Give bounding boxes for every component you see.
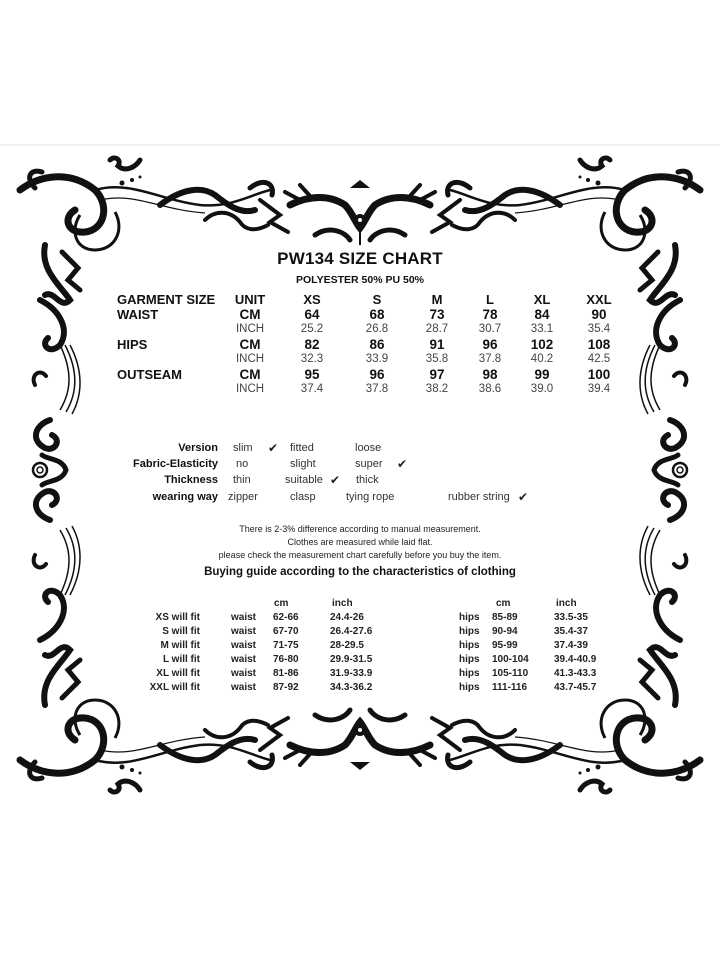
hips-label: hips [459,654,480,665]
option-rubber-string: rubber string [448,491,510,503]
unit-inch: INCH [235,323,265,335]
cell: 33.1 [530,323,554,335]
option-slight: slight [290,458,316,470]
waist-cm: 81-86 [273,668,299,679]
fit-label: XXL will fit [149,682,200,693]
hips-label: hips [459,640,480,651]
row-label-waist: WAIST [117,307,159,322]
cell: 95 [304,367,320,382]
hips-cm-header: cm [496,598,511,609]
label-thickness: Thickness [164,474,218,486]
option-clasp: clasp [290,491,316,503]
cell: 108 [587,337,611,352]
hips-label: hips [459,626,480,637]
col-m: M [431,292,443,307]
hips-inch: 43.7-45.7 [554,682,597,693]
cell: 98 [482,367,498,382]
option-super: super [355,458,383,470]
fit-label: XS will fit [155,612,200,623]
check-icon: ✔ [397,457,408,471]
cell: 100 [587,367,611,382]
hips-label: hips [459,668,480,679]
cell: 78 [482,307,498,322]
cell: 91 [429,337,445,352]
label-wearing-way: wearing way [152,491,218,503]
material-composition: POLYESTER 50% PU 50% [296,274,424,286]
waist-inch: 24.4-26 [330,612,364,623]
cell: 39.0 [530,383,554,395]
cell: 37.8 [365,383,389,395]
cell: 37.4 [300,383,324,395]
hips-label: hips [459,682,480,693]
waist-inch: 26.4-27.6 [330,626,373,637]
cell: 68 [369,307,385,322]
waist-label: waist [231,626,257,637]
waist-cm-header: cm [274,598,289,609]
cell: 40.2 [530,353,554,365]
hips-cm: 100-104 [492,654,529,665]
waist-inch: 28-29.5 [330,640,364,651]
waist-inch: 34.3-36.2 [330,682,373,693]
unit-inch: INCH [235,353,265,365]
hips-inch: 39.4-40.9 [554,654,597,665]
label-fabric-elasticity: Fabric-Elasticity [133,458,218,470]
waist-inch-header: inch [332,598,353,609]
cell: 28.7 [425,323,449,335]
unit-cm: CM [239,307,261,322]
unit-cm: CM [239,367,261,382]
waist-cm: 67-70 [273,626,299,637]
cell: 38.2 [425,383,449,395]
waist-cm: 87-92 [273,682,299,693]
cell: 39.4 [587,383,611,395]
cell: 32.3 [300,353,324,365]
col-xxl: XXL [586,292,612,307]
cell: 96 [369,367,385,382]
cell: 25.2 [300,323,324,335]
label-version: Version [178,442,218,454]
cell: 42.5 [587,353,611,365]
option-no: no [236,458,249,470]
waist-label: waist [231,654,257,665]
cell: 37.8 [478,353,502,365]
check-icon: ✔ [330,473,341,487]
hips-cm: 90-94 [492,626,518,637]
waist-inch: 29.9-31.5 [330,654,373,665]
hips-inch-header: inch [556,598,577,609]
note-laid-flat: Clothes are measured while laid flat. [287,537,433,547]
row-label-outseam: OUTSEAM [117,367,182,382]
hips-label: hips [459,612,480,623]
waist-cm: 62-66 [273,612,299,623]
fit-label: XL will fit [156,668,200,679]
unit-inch: INCH [235,383,265,395]
cell: 82 [304,337,320,352]
cell: 97 [429,367,445,382]
option-suitable: suitable [285,474,323,486]
cell: 84 [534,307,550,322]
cell: 35.4 [587,323,611,335]
cell: 38.6 [478,383,502,395]
cell: 26.8 [365,323,389,335]
cell: 102 [530,337,554,352]
note-check-chart: please check the measurement chart carefully before you buy the item. [218,550,502,560]
option-loose: loose [355,442,382,454]
option-fitted: fitted [290,442,314,454]
waist-cm: 76-80 [273,654,299,665]
cell: 33.9 [365,353,389,365]
option-slim: slim [233,442,253,454]
col-unit: UNIT [234,292,266,307]
hips-cm: 105-110 [492,668,529,679]
option-zipper: zipper [228,491,258,503]
hips-inch: 37.4-39 [554,640,588,651]
cell: 73 [429,307,445,322]
hips-inch: 41.3-43.3 [554,668,597,679]
buying-guide-title: Buying guide according to the characteristics of clothing [204,566,516,578]
check-icon: ✔ [268,441,279,455]
waist-label: waist [231,640,257,651]
waist-label: waist [231,668,257,679]
hips-cm: 85-89 [492,612,518,623]
col-xs: XS [303,292,321,307]
fit-label: M will fit [160,640,200,651]
hips-cm: 95-99 [492,640,518,651]
hips-inch: 33.5-35 [554,612,588,623]
row-label-hips: HIPS [117,337,148,352]
cell: 64 [304,307,320,322]
option-thick: thick [356,474,379,486]
hips-cm: 111-116 [492,682,528,693]
cell: 90 [591,307,607,322]
col-xl: XL [533,292,551,307]
cell: 30.7 [478,323,502,335]
hips-inch: 35.4-37 [554,626,588,637]
cell: 99 [534,367,550,382]
top-divider [0,144,720,146]
fit-label: S will fit [162,626,200,637]
waist-cm: 71-75 [273,640,299,651]
chart-title: PW134 SIZE CHART [277,249,443,268]
col-s: S [372,292,382,307]
check-icon: ✔ [518,490,529,504]
col-garment-size: GARMENT SIZE [117,292,216,307]
waist-label: waist [231,682,257,693]
col-l: L [486,292,494,307]
option-thin: thin [233,474,251,486]
note-measurement-difference: There is 2-3% difference according to manual measurement. [239,524,481,534]
fit-label: L will fit [162,654,200,665]
waist-label: waist [231,612,257,623]
option-tying-rope: tying rope [346,491,395,503]
cell: 96 [482,337,498,352]
cell: 35.8 [425,353,449,365]
waist-inch: 31.9-33.9 [330,668,373,679]
unit-cm: CM [239,337,261,352]
cell: 86 [369,337,385,352]
